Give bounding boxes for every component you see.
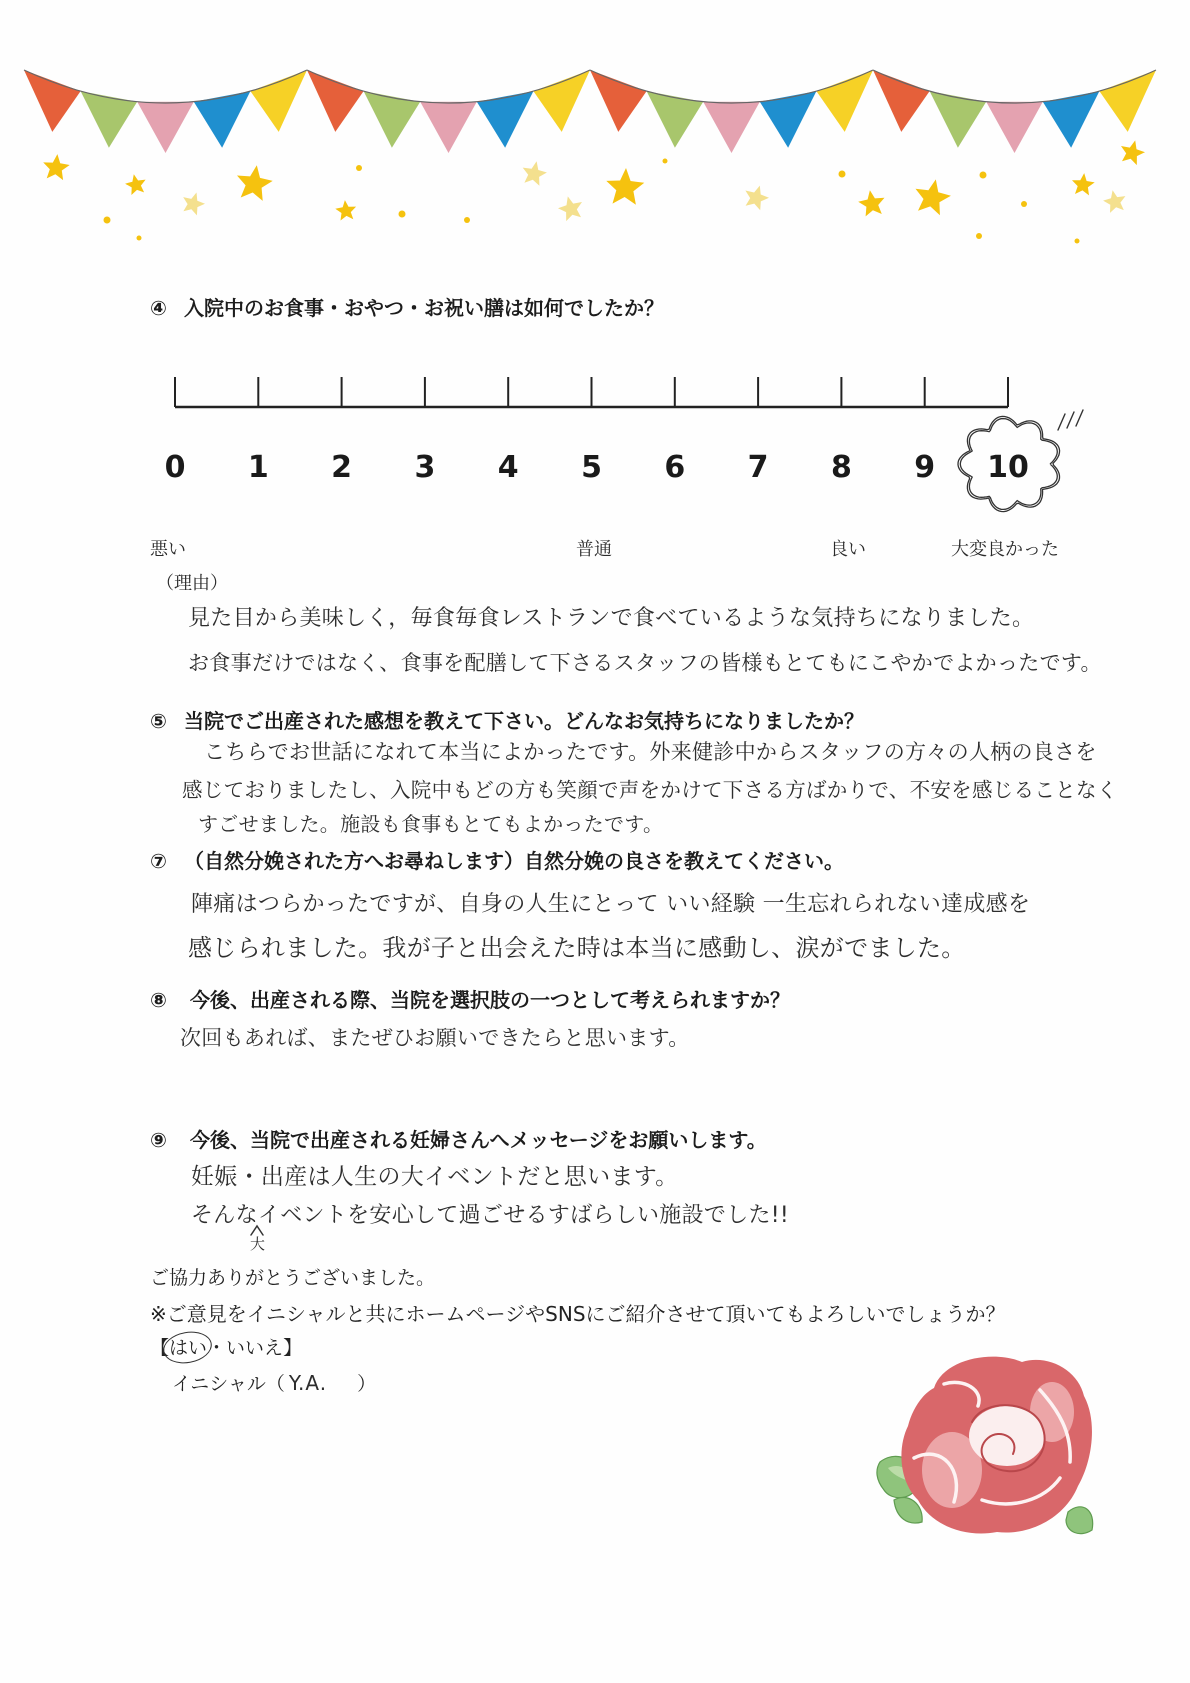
question-4-text: 入院中のお食事・おやつ・お祝い膳は如何でしたか？ xyxy=(184,296,664,320)
rating-scale xyxy=(165,377,1083,512)
selected-value-circle xyxy=(960,419,1057,510)
answer-4-line: 見た目から美味しく，毎食毎食レストランで食べているような気持ちになりました。 xyxy=(188,606,1035,631)
bunting-string xyxy=(590,70,873,103)
rose-petal-edge xyxy=(944,1382,979,1406)
rose-leaf xyxy=(877,1456,918,1497)
scale-number: 1 xyxy=(247,450,269,485)
emphasis-stroke xyxy=(1076,410,1083,426)
dot-decoration xyxy=(1021,201,1027,207)
star-icon xyxy=(335,200,356,220)
dot-decoration xyxy=(464,217,470,223)
dot-decoration xyxy=(104,217,111,224)
dot-decoration xyxy=(356,165,362,171)
question-5-text: 当院でご出産された感想を教えて下さい。どんなお気持ちになりましたか？ xyxy=(184,709,864,733)
answer-7-line: 感じられました。我が子と出会えた時は本当に感動し、涙がでました。 xyxy=(188,934,966,962)
bunting-flag xyxy=(930,91,987,148)
star-cluster xyxy=(43,140,1145,243)
dot-decoration xyxy=(399,211,406,218)
scale-label-good: 良い xyxy=(830,539,866,560)
dot-decoration xyxy=(1075,239,1080,244)
bunting-flag xyxy=(24,70,81,132)
bunting-flag xyxy=(986,102,1043,153)
star-icon xyxy=(523,161,547,186)
bunting-flag xyxy=(81,91,138,148)
star-icon xyxy=(237,165,273,201)
option-yes: はい xyxy=(169,1337,208,1359)
scale-number: 7 xyxy=(747,450,769,485)
emphasis-stroke xyxy=(1058,414,1065,430)
star-icon xyxy=(606,168,644,205)
bunting-flag xyxy=(873,70,930,132)
star-icon xyxy=(745,186,769,211)
bunting-flag xyxy=(307,70,364,132)
rose-leaf xyxy=(1066,1507,1093,1534)
rose-center xyxy=(969,1406,1045,1466)
rose-swirl xyxy=(972,1405,1045,1471)
bunting-flag xyxy=(420,102,477,153)
consent-options xyxy=(150,1339,302,1358)
rose-petals xyxy=(901,1357,1092,1534)
thanks-text: ご協力ありがとうございました。 xyxy=(150,1267,436,1289)
bunting-flag xyxy=(137,102,194,153)
rose-illustration xyxy=(877,1357,1093,1534)
scale-label-very-good: 大変良かった xyxy=(951,539,1059,560)
answer-5-line: すごせました。施設も食事もとてもよかったです。 xyxy=(198,812,664,836)
scale-number: 4 xyxy=(497,450,519,485)
star-icon xyxy=(858,190,884,216)
bunting-flag xyxy=(703,102,760,153)
star-icon xyxy=(916,179,951,215)
rose-petal-edge xyxy=(982,1478,1060,1504)
dot-decoration xyxy=(137,236,142,241)
inserted-character: 大 xyxy=(250,1235,266,1253)
star-icon xyxy=(1072,173,1095,195)
bunting-string xyxy=(24,70,307,103)
bunting-flag xyxy=(760,91,817,148)
scale-number: 3 xyxy=(414,450,436,485)
bracket-open: 【 xyxy=(150,1337,170,1359)
question-8-number: ⑧ xyxy=(150,988,167,1012)
rose-leaf-highlight xyxy=(888,1466,910,1482)
scale-number: 2 xyxy=(331,450,353,485)
scale-label-normal: 普通 xyxy=(576,539,612,560)
answer-4-line: お食事だけではなく、食事を配膳して下さるスタッフの皆様もとてもにこやかでよかったです。 xyxy=(188,651,1102,675)
bunting-flag xyxy=(194,91,251,148)
rose-shading xyxy=(1030,1382,1074,1442)
answer-8-line: 次回もあれば、またぜひお願いできたらと思います。 xyxy=(180,1026,690,1050)
reason-label: （理由） xyxy=(156,573,228,594)
emphasis-stroke xyxy=(1067,412,1074,428)
star-icon xyxy=(43,154,69,180)
rose-petal-edge xyxy=(1040,1390,1070,1462)
star-icon xyxy=(1121,140,1145,165)
bunting-flag xyxy=(533,70,590,132)
consent-question: ※ご意見をイニシャルと共にホームページやSNSにご紹介させて頂いてもよろしいでしょうか？ xyxy=(150,1302,1006,1326)
question-9-number: ⑨ xyxy=(150,1128,167,1152)
bunting-flag xyxy=(816,70,873,132)
bunting-garland xyxy=(24,70,1156,153)
initials-label: イニシャル（ xyxy=(172,1373,285,1395)
scale-number: 6 xyxy=(664,450,686,485)
selected-value-circle xyxy=(958,416,1060,511)
bunting-flag xyxy=(1043,91,1100,148)
initials-close: ） xyxy=(357,1373,377,1395)
initials-row xyxy=(172,1373,376,1394)
initials-value: Y.A. xyxy=(288,1371,328,1395)
scale-number: 10 xyxy=(987,450,1029,485)
rose-petal-edge xyxy=(914,1454,956,1502)
bracket-close: 】 xyxy=(283,1337,303,1359)
answer-9-line: 妊娠・出産は人生の大イベントだと思います。 xyxy=(191,1164,679,1190)
question-4-number: ④ xyxy=(150,296,167,320)
rose-shading xyxy=(922,1432,982,1508)
bunting-string xyxy=(307,70,590,103)
star-icon xyxy=(183,193,205,216)
answer-5-line: こちらでお世話になれて本当によかったです。外来健診中からスタッフの方々の人柄の良さを xyxy=(204,740,1097,764)
dot-decoration xyxy=(980,172,987,179)
bunting-flag xyxy=(477,91,534,148)
bunting-flag xyxy=(590,70,647,132)
question-7-text: （自然分娩された方へお尋ねします）自然分娩の良さを教えてください。 xyxy=(184,849,844,873)
rose-leaf xyxy=(894,1497,922,1523)
star-icon xyxy=(558,196,582,221)
answer-7-line: 陣痛はつらかったですが、自身の人生にとって いい経験 一生忘れられない達成感を xyxy=(191,892,1031,917)
bunting-flag xyxy=(647,91,704,148)
question-7-number: ⑦ xyxy=(150,849,167,873)
option-no: いいえ xyxy=(226,1337,284,1359)
bunting-flag xyxy=(1099,70,1156,132)
scale-number: 0 xyxy=(164,450,186,485)
question-9-text: 今後、当院で出産される妊婦さんへメッセージをお願いします。 xyxy=(190,1128,767,1152)
bunting-string xyxy=(873,70,1156,103)
question-8-text: 今後、出産される際、当院を選択肢の一つとして考えられますか？ xyxy=(190,988,790,1012)
dot-decoration xyxy=(976,233,982,239)
answer-5-line: 感じておりましたし、入院中もどの方も笑顔で声をかけて下さる方ばかりで、不安を感じることなく xyxy=(182,778,1118,802)
dot-decoration xyxy=(663,159,668,164)
scale-label-bad: 悪い xyxy=(150,539,186,560)
answer-9-line: そんなイベントを安心して過ごせるすばらしい施設でした!! xyxy=(191,1203,790,1228)
scale-number: 8 xyxy=(830,450,852,485)
star-icon xyxy=(1103,190,1125,213)
bunting-flag xyxy=(364,91,421,148)
scale-number: 5 xyxy=(581,450,602,485)
option-separator: ・ xyxy=(207,1337,227,1359)
question-5-number: ⑤ xyxy=(150,709,167,733)
scale-number: 9 xyxy=(914,450,936,485)
bunting-flag xyxy=(250,70,307,132)
dot-decoration xyxy=(839,171,846,178)
star-icon xyxy=(125,174,146,195)
